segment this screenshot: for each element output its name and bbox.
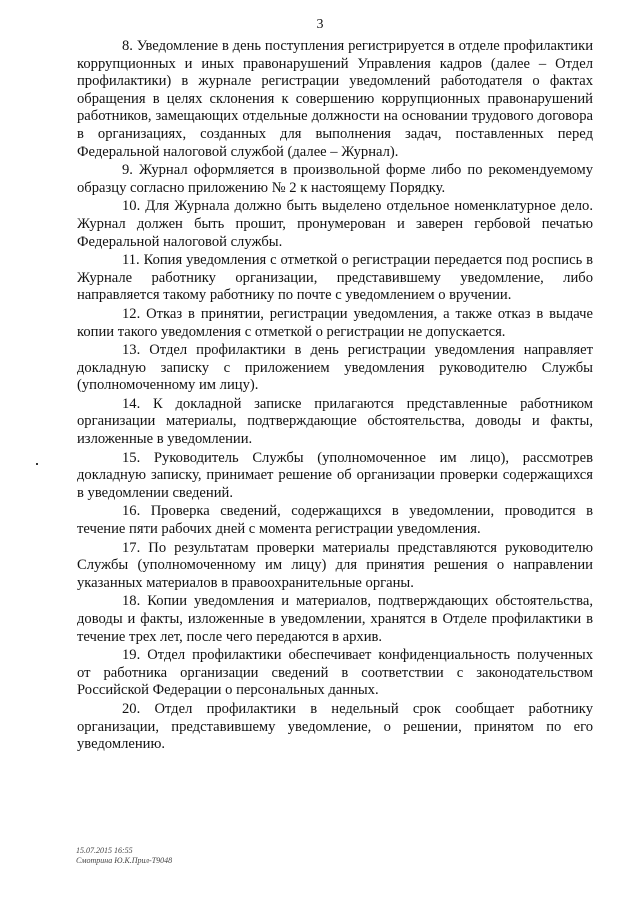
paragraph-17: 17. По результатам проверки материалы представляются руководителю Службы (уполномоченному им лицу) для принятия решения о направлении указанных материалов в правоохранительные органы. — [77, 539, 593, 591]
paragraph-13: 13. Отдел профилактики в день регистрации уведомления направляет докладную записку с приложением уведомления руководителю Службы (уполномоченному им лицу). — [77, 342, 593, 394]
scan-speck — [36, 463, 38, 465]
paragraph-18: 18. Копии уведомления и материалов, подтверждающих обстоятельства, доводы и факты, изложенные в уведомлении, хранятся в Отделе профилактики в течение трех лет, после чего передаются в архив. — [77, 593, 593, 645]
paragraph-14: 14. К докладной записке прилагаются представленные работником организации материалы, подтверждающие обстоятельства, доводы и факты, изложенные в уведомлении. — [77, 395, 593, 448]
paragraph-16: 16. Проверка сведений, содержащихся в уведомлении, проводится в течение пяти рабочих дней с момента регистрации уведомления. — [77, 503, 593, 538]
paragraph-15: 15. Руководитель Службы (уполномоченное им лицо), рассмотрев докладную записку, принимает решение об организации проверки содержащихся в уведомлении сведений. — [77, 449, 593, 501]
paragraph-9: 9. Журнал оформляется в произвольной форме либо по рекомендуемому образцу согласно приложению № 2 к настоящему Порядку. — [77, 162, 593, 196]
paragraph-11: 11. Копия уведомления с отметкой о регистрации передается под роспись в Журнале работнику организации, представившему уведомление, либо направляется такому работнику по почте с уведомлением о вручении. — [77, 252, 593, 304]
footer-author: Смотрина Ю.К.Прил-Т9048 — [76, 856, 173, 865]
page-number: 3 — [316, 17, 324, 32]
document-body — [77, 38, 593, 755]
footer-stamp — [76, 846, 172, 866]
paragraph-12: 12. Отказ в принятии, регистрации уведомления, а также отказ в выдаче копии такого уведомления с отметкой о регистрации не допускается. — [77, 305, 593, 340]
paragraph-20: 20. Отдел профилактики в недельный срок сообщает работнику организации, представившему уведомление, о решении, принятом по его уведомлению. — [77, 700, 593, 753]
paragraph-19: 19. Отдел профилактики обеспечивает конфиденциальность полученных от работника организации сведений в соответствии с законодательством Российской Федерации о персональных данных. — [77, 647, 593, 699]
paragraph-10: 10. Для Журнала должно быть выделено отдельное номенклатурное дело. Журнал должен быть прошит, пронумерован и заверен гербовой печатью Федеральной налоговой службы. — [77, 198, 593, 250]
footer-timestamp: 15.07.2015 16:55 — [76, 846, 133, 855]
paragraph-8: 8. Уведомление в день поступления регистрируется в отделе профилактики коррупционных и иных правонарушений Управления кадров (далее – Отдел профилактики) в журнале регистрации уведомлений работодателя о фактах обращения в целях склонения к совершению коррупционных правонарушений работников, замещающих отдельные должности на основании трудового договора в организациях, созданных для выполнения задач, поставленных перед Федеральной налоговой службой (далее – Журнал). — [77, 38, 593, 160]
